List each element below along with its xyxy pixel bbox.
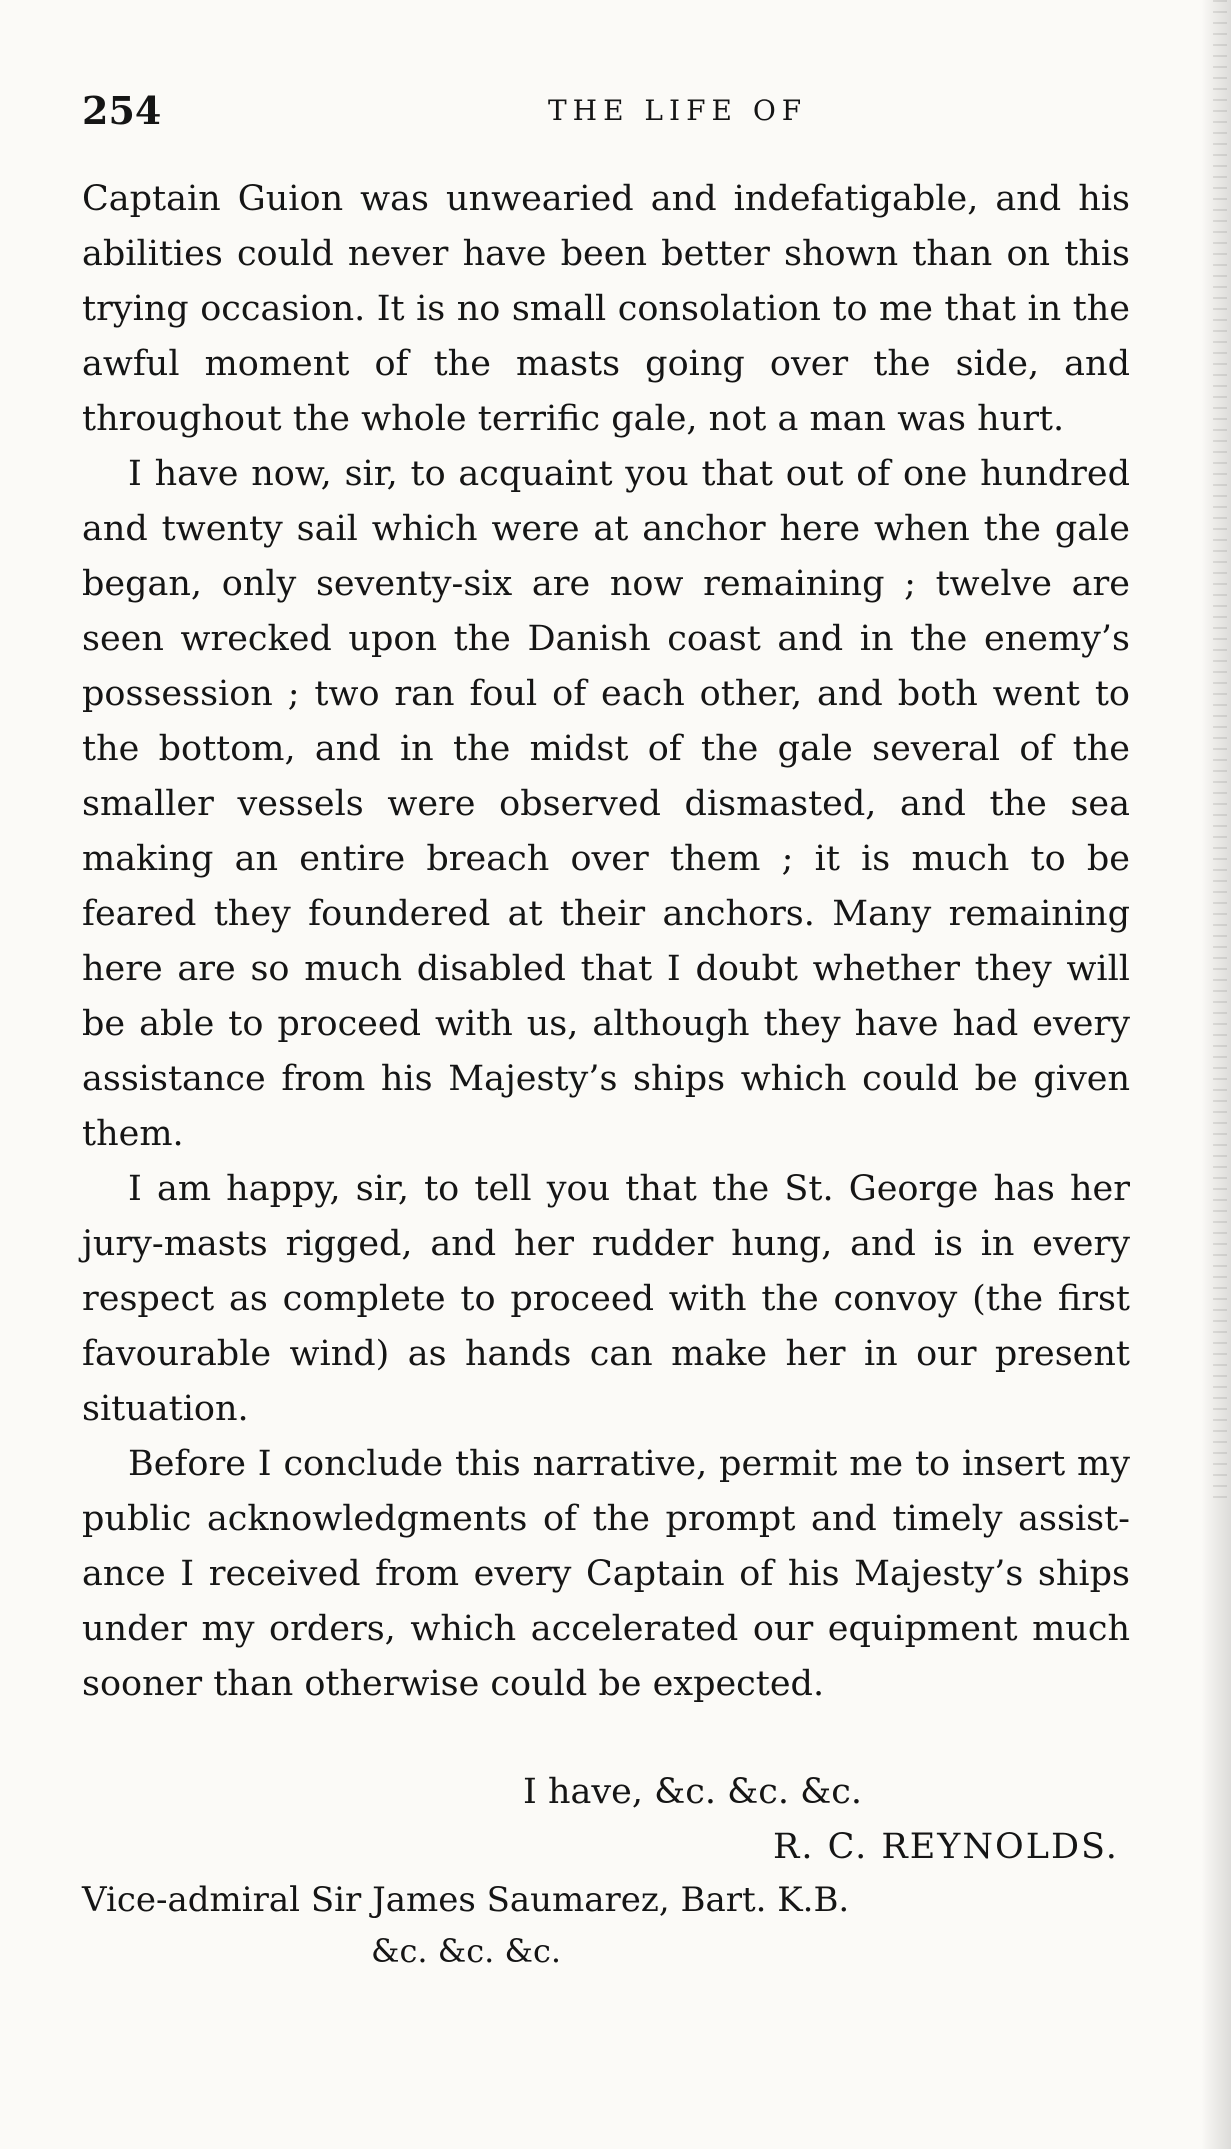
page-edge-speckle xyxy=(1213,0,1227,1500)
page-header xyxy=(82,88,1130,138)
addressee: Vice-admiral Sir James Saumarez, Bart. K.B. xyxy=(82,1880,850,1920)
running-head: THE LIFE OF xyxy=(548,94,808,127)
paragraph-4: Before I conclude this narrative, permit me to insert my public acknowledgments of the prompt and timely assistance I received from every Captain of his Majesty’s ships under my orders, which accelerated our equipment much sooner than otherwise could be expected. xyxy=(82,1444,1130,1704)
signature: R. C. REYNOLDS. xyxy=(773,1827,1119,1867)
paragraph-2: I have now, sir, to acquaint you that out of one hundred and twenty sail which were at anchor here when the gale began, only seventy-six are now remaining ; twelve are seen wrecked upon the Danish coast and in the enemy’s possession ; two ran foul of each other, and both went to the bottom, and in the midst of the gale several of the smaller vessels were observed dismasted, and the sea making an entire breach over them ; it is much to be feared they foundered at their anchors. Many remaining here are so much disabled that I doubt whether they will be able to proceed with us, although they have had every assistance from his Majesty’s ships which could be given them. xyxy=(82,454,1130,1154)
addressee-etc: &c. &c. &c. xyxy=(371,1932,562,1970)
paragraph-1: Captain Guion was unwearied and indefatigable, and his abilities could never have been better shown than on this trying occasion. It is no small consolation to me that in the awful moment of the masts going over the side, and throughout the whole terrific gale, not a man was hurt. xyxy=(82,179,1130,439)
paragraph-3: I am happy, sir, to tell you that the St. George has her jury-masts rigged, and her rudder hung, and is in every respect as complete to proceed with the convoy (the first favourable wind) as hands can make her in our present situation. xyxy=(82,1169,1130,1429)
valediction: I have, &c. &c. &c. xyxy=(523,1772,862,1812)
body-text xyxy=(82,172,1130,1712)
page-number: 254 xyxy=(82,88,162,133)
